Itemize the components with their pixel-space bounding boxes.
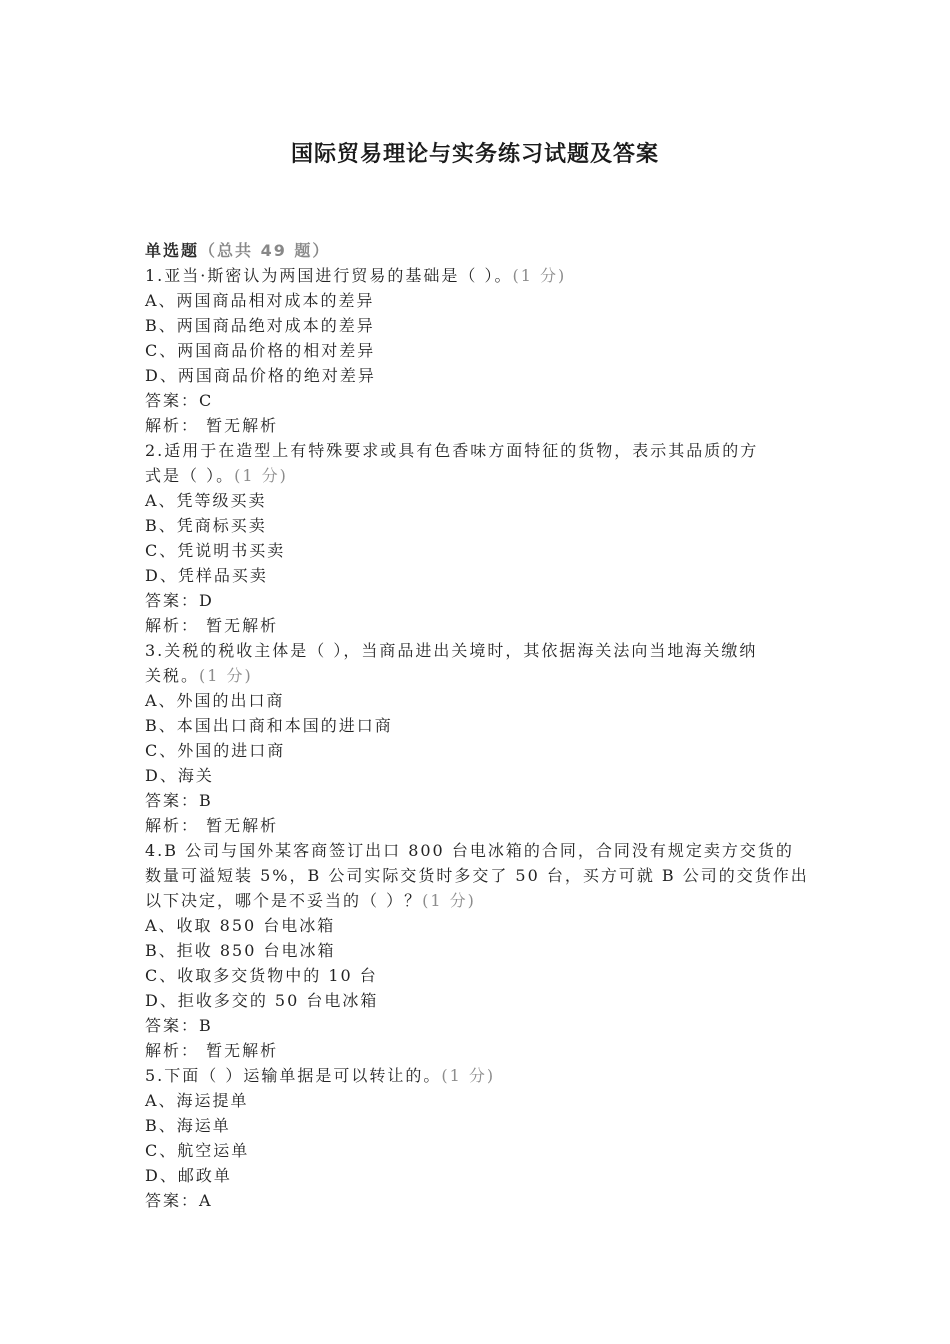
option-b: B、本国出口商和本国的进口商: [145, 716, 393, 735]
question-block: [145, 263, 810, 438]
answer-line: 答案：A: [145, 1191, 213, 1210]
option-d: D、拒收多交的 50 台电冰箱: [145, 991, 379, 1010]
option-b: B、凭商标买卖: [145, 516, 267, 535]
option-a: A、凭等级买卖: [145, 491, 267, 510]
option-d: D、凭样品买卖: [145, 566, 268, 585]
analysis-line: 解析： 暂无解析: [145, 816, 279, 835]
question-text-line-1: 4.B 公司与国外某客商签订出口 800 台电冰箱的合同，合同没有规定卖方交货的: [145, 841, 794, 860]
document-title: 国际贸易理论与实务练习试题及答案: [290, 142, 659, 167]
question-stem: 5.下面（ ）运输单据是可以转让的。: [145, 1066, 442, 1085]
option-b: B、拒收 850 台电冰箱: [145, 941, 336, 960]
question-score: (1 分): [441, 1066, 496, 1085]
option-a: A、海运提单: [145, 1091, 249, 1110]
question-block: [145, 438, 810, 638]
question-score: (1 分): [234, 466, 288, 485]
option-a: A、两国商品相对成本的差异: [145, 291, 375, 310]
option-c: C、收取多交货物中的 10 台: [145, 966, 378, 985]
question-stem: 式是（ ）。: [145, 466, 235, 485]
option-c: C、凭说明书买卖: [145, 541, 286, 560]
question-score: (1 分): [512, 266, 567, 285]
question-block: [145, 1063, 810, 1213]
question-text-line-2: [145, 663, 810, 688]
option-c: C、航空运单: [145, 1141, 250, 1160]
option-d: D、两国商品价格的绝对差异: [145, 366, 376, 385]
section-title: 单选题: [145, 241, 200, 260]
question-text-line-1: 3.关税的税收主体是（ ），当商品进出关境时，其依据海关法向当地海关缴纳: [145, 641, 758, 660]
answer-line: 答案：B: [145, 1016, 213, 1035]
analysis-line: 解析： 暂无解析: [145, 416, 279, 435]
question-text-line-2: 数量可溢短装 5%，B 公司实际交货时多交了 50 台，买方可就 B 公司的交货作出: [145, 866, 809, 885]
question-stem: 1.亚当·斯密认为两国进行贸易的基础是（ ）。: [145, 266, 513, 285]
question-text: [145, 1063, 810, 1088]
section-question-count: （总共 49 题）: [199, 241, 331, 260]
option-b: B、两国商品绝对成本的差异: [145, 316, 375, 335]
analysis-line: 解析： 暂无解析: [145, 616, 279, 635]
question-score: (1 分): [422, 891, 476, 910]
question-stem: 关税。: [145, 666, 200, 685]
option-c: C、两国商品价格的相对差异: [145, 341, 376, 360]
question-text: [145, 263, 810, 288]
question-block: [145, 838, 810, 1063]
answer-line: 答案：D: [145, 591, 214, 610]
answer-line: 答案：B: [145, 791, 213, 810]
question-text-line-3: [145, 888, 810, 913]
option-d: D、邮政单: [145, 1166, 232, 1185]
section-heading: [145, 238, 810, 263]
option-a: A、收取 850 台电冰箱: [145, 916, 336, 935]
question-block: [145, 638, 810, 838]
option-d: D、海关: [145, 766, 214, 785]
option-a: A、外国的出口商: [145, 691, 285, 710]
option-b: B、海运单: [145, 1116, 231, 1135]
question-text-line-1: 2.适用于在造型上有特殊要求或具有色香味方面特征的货物，表示其品质的方: [145, 441, 759, 460]
question-stem: 以下决定，哪个是不妥当的（ ）？: [145, 891, 423, 910]
option-c: C、外国的进口商: [145, 741, 286, 760]
analysis-line: 解析： 暂无解析: [145, 1041, 279, 1060]
document-body: [145, 238, 810, 1213]
question-text-line-2: [145, 463, 810, 488]
answer-line: 答案：C: [145, 391, 214, 410]
question-score: (1 分): [199, 666, 253, 685]
